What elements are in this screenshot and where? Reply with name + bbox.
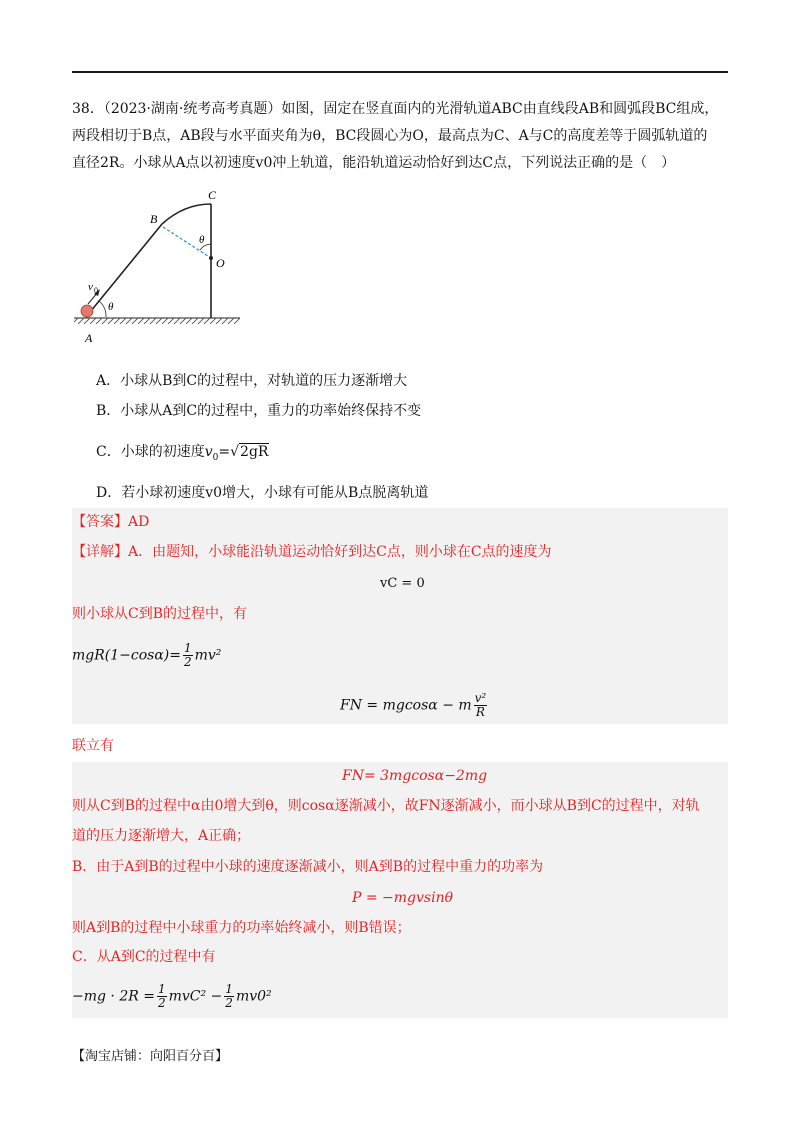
question-line-2: 两段相切于B点，AB段与水平面夹角为θ，BC段圆心为O，最高点为C、A与C的高度差等于圆弧轨道的 bbox=[72, 128, 708, 144]
label-v-sub: 0 bbox=[94, 286, 98, 295]
label-theta-bottom: θ bbox=[108, 301, 114, 313]
eq-fn-result: FN= 3mgcosα−2mg bbox=[342, 768, 488, 784]
frac-half-3-den: 2 bbox=[225, 996, 233, 1010]
ball bbox=[81, 305, 93, 317]
option-a: A．小球从B到C的过程中，对轨道的压力逐渐增大 bbox=[96, 373, 408, 389]
eq-c-rhs: mv0² bbox=[235, 988, 272, 1005]
option-d: D．若小球初速度v0增大，小球有可能从B点脱离轨道 bbox=[96, 485, 429, 501]
text-c-to-b: 则小球从C到B的过程中，有 bbox=[72, 606, 247, 622]
label-v: v bbox=[88, 281, 93, 293]
eq-energy bbox=[72, 642, 221, 669]
option-b: B．小球从A到C的过程中，重力的功率始终保持不变 bbox=[96, 403, 422, 419]
text-c-line-1: C．从A到C的过程中有 bbox=[72, 949, 216, 965]
arc-track-bc bbox=[162, 204, 211, 224]
shop-footer: 【淘宝店铺：向阳百分百】 bbox=[72, 1049, 229, 1064]
frac-v2-den: R bbox=[475, 705, 485, 719]
eq-energy-rhs: mv² bbox=[194, 647, 222, 664]
question-stem bbox=[72, 96, 732, 177]
eq-power: P = −mgvsinθ bbox=[352, 890, 454, 906]
header-rule bbox=[72, 71, 728, 73]
text-b-line-1: B．由于A到B的过程中小球的速度逐渐减小，则A到B的过程中重力的功率为 bbox=[72, 859, 544, 875]
question-line-3: 直径2R。小球从A点以初速度v0冲上轨道，能沿轨道运动恰好到达C点，下列说法正确的是（ ） bbox=[72, 155, 676, 171]
option-c-sub: 0 bbox=[212, 452, 219, 463]
text-a-line-2: 道的压力逐渐增大，A正确； bbox=[72, 828, 251, 844]
option-c-prefix: C．小球的初速度 bbox=[96, 444, 205, 460]
eq-c-mid: mvC² − bbox=[168, 988, 223, 1005]
option-c-var: v bbox=[204, 444, 213, 460]
label-b: B bbox=[150, 212, 158, 226]
frac-half-num: 1 bbox=[183, 641, 192, 655]
question-line-1: 38．（2023·湖南·统考高考真题）如图，固定在竖直面内的光滑轨道ABC由直线段AB和圆弧段BC组成， bbox=[72, 101, 719, 117]
label-theta-top: θ bbox=[199, 234, 205, 246]
angle-arc-bottom bbox=[99, 301, 106, 317]
answer-label: 【答案】AD bbox=[72, 514, 150, 530]
frac-half-3-num: 1 bbox=[225, 982, 233, 996]
label-o: O bbox=[216, 256, 225, 270]
option-c-root: 2gR bbox=[240, 444, 269, 460]
frac-half-den: 2 bbox=[183, 655, 192, 669]
label-c: C bbox=[208, 188, 217, 202]
ground-hatch bbox=[74, 318, 240, 324]
frac-half-2-den: 2 bbox=[157, 996, 166, 1010]
frac-half bbox=[183, 642, 193, 669]
frac-v2-over-r bbox=[474, 692, 488, 719]
straight-track-ab bbox=[86, 224, 162, 317]
track-figure bbox=[72, 186, 272, 346]
option-c-eq: = bbox=[218, 444, 231, 460]
eq-c-lhs: −mg · 2R = bbox=[72, 988, 155, 1005]
eq-fn-lhs: FN = mgcosα − m bbox=[340, 697, 472, 714]
eq-c bbox=[72, 983, 272, 1010]
frac-half-3 bbox=[224, 983, 234, 1010]
eq-energy-lhs: mgR(1−cosα)= bbox=[72, 647, 181, 664]
frac-half-2-num: 1 bbox=[157, 982, 166, 996]
frac-half-2 bbox=[157, 983, 167, 1010]
text-b-line-2: 则A到B的过程中小球重力的功率始终减小，则B错误； bbox=[72, 920, 411, 936]
center-o-point bbox=[209, 256, 213, 260]
label-a: A bbox=[85, 331, 93, 345]
frac-v2-num: v² bbox=[474, 691, 487, 705]
text-lianli: 联立有 bbox=[72, 738, 114, 754]
detail-intro: 【详解】A．由题知，小球能沿轨道运动恰好到达C点，则小球在C点的速度为 bbox=[72, 544, 552, 560]
eq-fn bbox=[340, 692, 489, 719]
text-a-line-1: 则从C到B的过程中α由0增大到θ，则cosα逐渐减小，故FN逐渐减小，而小球从B到C的过程中，对轨 bbox=[72, 798, 700, 814]
option-c: C．小球的初速度$v_0=√2gR$ bbox=[96, 444, 269, 463]
eq-vc: vC = 0 bbox=[380, 576, 425, 591]
